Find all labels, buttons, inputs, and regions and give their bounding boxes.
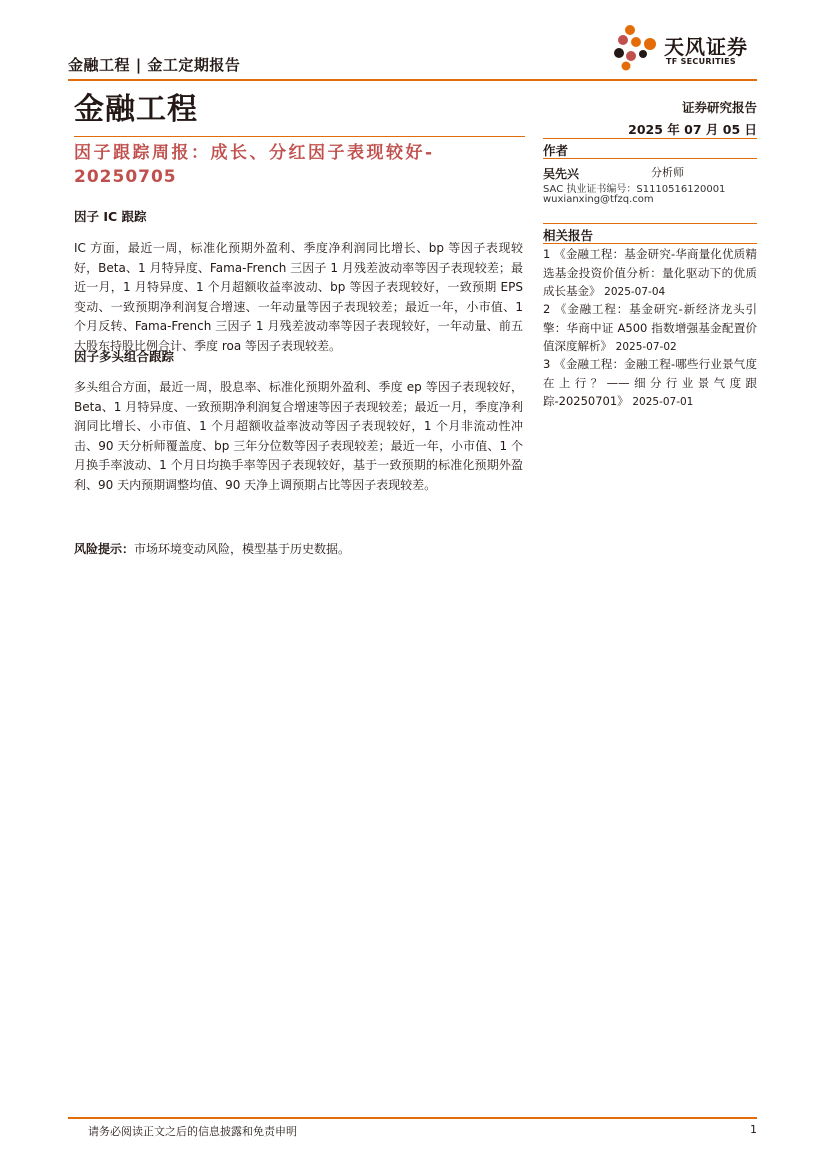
related-report-item[interactable] xyxy=(543,245,757,302)
author-role: 分析师 xyxy=(651,166,684,179)
footer-divider xyxy=(68,1117,757,1119)
section-heading-ic: 因子 IC 跟踪 xyxy=(74,209,147,224)
author-email[interactable]: wuxianxing@tfzq.com xyxy=(543,194,654,205)
section-body-long-portfolio: 多头组合方面，最近一周，股息率、标准化预期外盈利、季度 ep 等因子表现较好，Beta、1 月特异度、一致预期净利润复合增速等因子表现较差；最近一月，季度净利润同比增长、小市值、1 个月超额收益率波动等因子表现较好，1 个月非流动性冲击、90 天分析师覆盖度、bp 三年分位数等因子表现较差；最近一年，小市值、1 个月换手率波动、1 个月日均换手率等因子表现较好，基于一致预期的标准化预期外盈利、90 天内预期调整均值、90 天净上调预期占比等因子表现较差。 xyxy=(74,380,523,492)
related-report-item[interactable] xyxy=(543,355,757,412)
author-divider-top xyxy=(543,138,757,139)
report-title-line2: 20250705 xyxy=(74,167,177,187)
risk-text: 市场环境变动风险，模型基于历史数据。 xyxy=(134,542,351,556)
report-title xyxy=(74,141,525,189)
author-cert: SAC 执业证书编号：S1110516120001 xyxy=(543,184,726,195)
report-date: 2025 年 07 月 05 日 xyxy=(628,122,757,137)
related-heading: 相关报告 xyxy=(543,228,594,243)
report-title-line1: 因子跟踪周报：成长、分红因子表现较好- xyxy=(74,143,435,163)
related-divider xyxy=(543,243,757,244)
author-divider xyxy=(543,158,757,159)
related-report-item[interactable] xyxy=(543,300,757,357)
header-divider xyxy=(68,79,757,81)
risk-notice xyxy=(74,540,523,560)
section-body-ic: IC 方面，最近一周，标准化预期外盈利、季度净利润同比增长、bp 等因子表现较好，Beta、1 月特异度、Fama-French 三因子 1 月残差波动率等因子表现较差；最近一月，1 月特异度、1 个月超额收益率波动、bp 等因子表现较好，一致预期 EPS 变动、一致预期净利润复合增速、一年动量等因子表现较差；最近一年，小市值、1 个月反转、Fama-French 三因子 1 月残差波动率等因子表现较好，一年动量、前五大股东持股比例合计、季度 roa 等因子表现较差。 xyxy=(74,241,523,353)
related-report-date: 2025-07-04 xyxy=(604,286,666,298)
logo-text-en: TF SECURITIES xyxy=(666,57,736,66)
author-name: 吴先兴 xyxy=(543,167,580,181)
page-number: 1 xyxy=(750,1123,757,1136)
related-report-date: 2025-07-01 xyxy=(632,396,694,408)
risk-label: 风险提示： xyxy=(74,542,135,556)
related-report-title: 3 《金融工程：金融工程-哪些行业景气度在上行？——细分行业景气度跟踪-20250701》 xyxy=(543,357,757,408)
related-report-title: 1 《金融工程：基金研究-华商量化优质精选基金投资价值分析：量化驱动下的优质成长基金》 xyxy=(543,247,757,298)
related-report-date: 2025-07-02 xyxy=(615,341,677,353)
related-report-title: 2 《金融工程：基金研究-新经济龙头引擎：华商中证 A500 指数增强基金配置价值深度解析》 xyxy=(543,302,757,353)
footer-disclaimer: 请务必阅读正文之后的信息披露和免责申明 xyxy=(88,1125,297,1138)
author-heading: 作者 xyxy=(543,143,569,158)
report-type: 证券研究报告 xyxy=(681,100,757,115)
title-divider xyxy=(74,136,525,137)
section-title: 金融工程 xyxy=(74,92,198,127)
logo-text-cn: 天风证券 xyxy=(664,35,748,59)
section-heading-long-portfolio: 因子多头组合跟踪 xyxy=(74,349,175,364)
header-category: 金融工程 | 金工定期报告 xyxy=(68,56,241,74)
related-divider-top xyxy=(543,223,757,224)
